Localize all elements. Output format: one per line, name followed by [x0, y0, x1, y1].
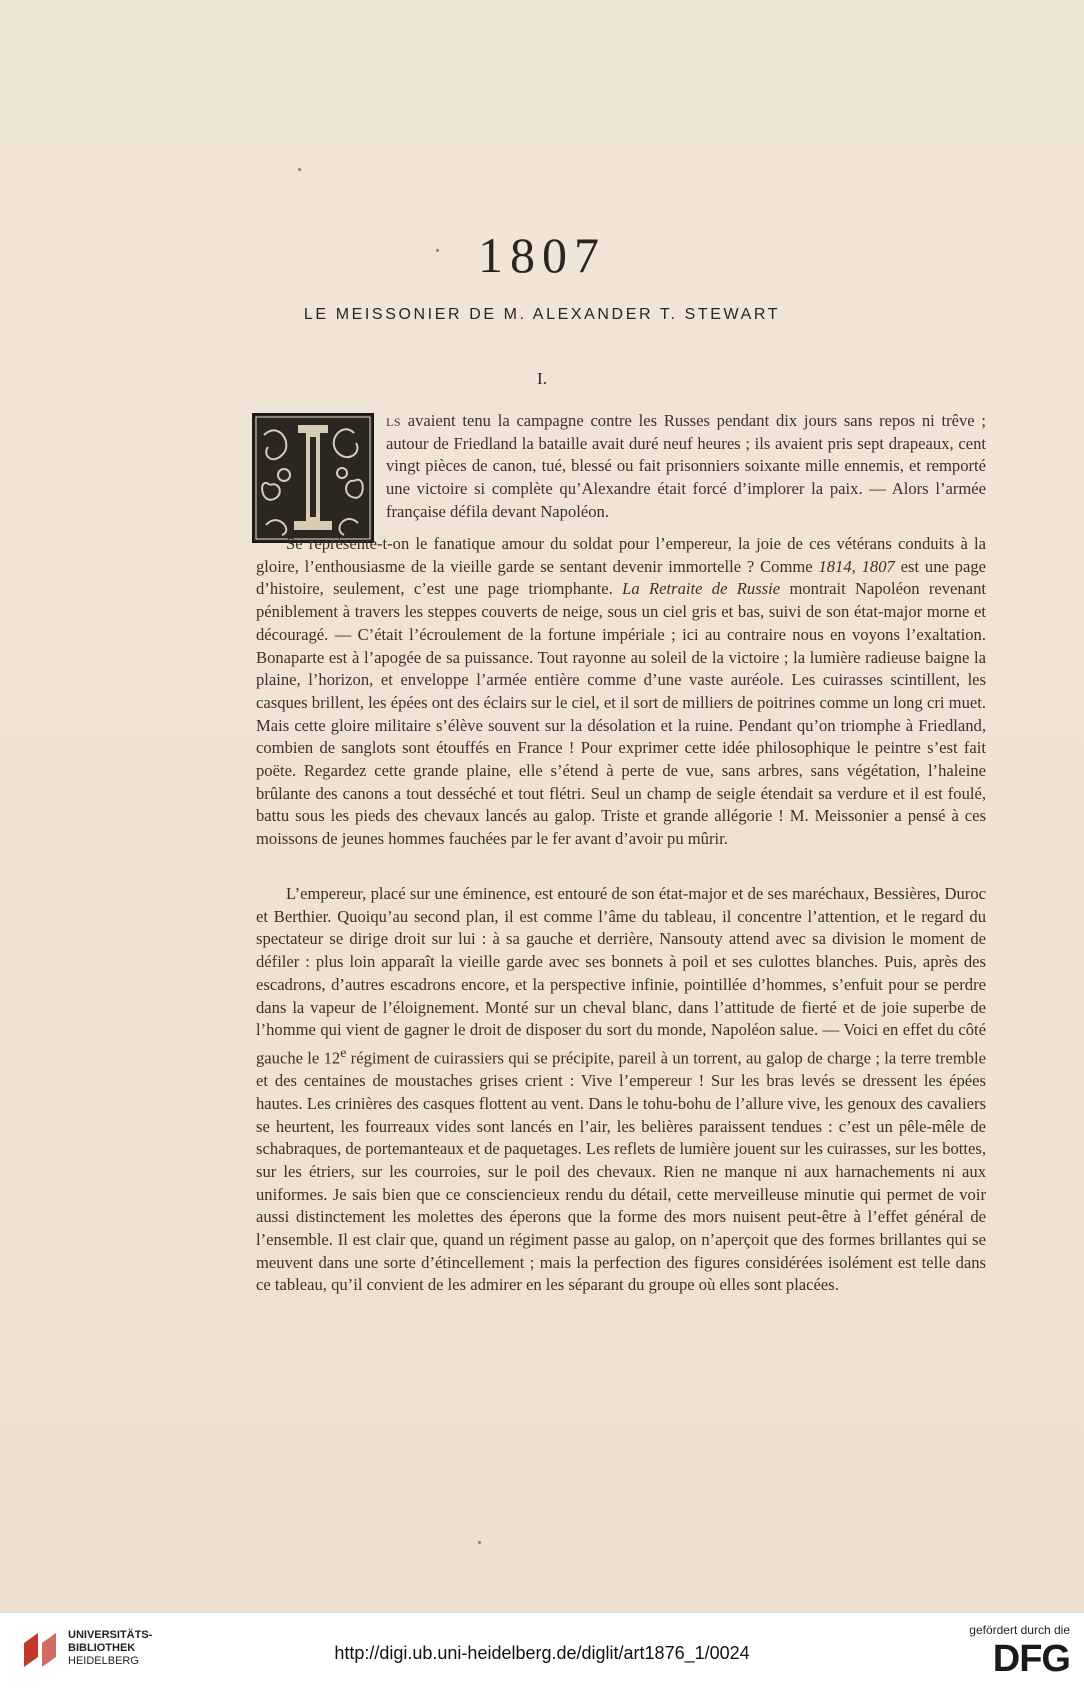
paper-speck: [436, 249, 439, 252]
funding-label: gefördert durch die: [969, 1623, 1070, 1637]
text-run: ls: [386, 411, 402, 430]
permalink-url[interactable]: http://digi.ub.uni-heidelberg.de/diglit/art1876_1/0024: [334, 1643, 750, 1663]
viewer-footer: [0, 1612, 1084, 1689]
paper-speck: [478, 1541, 481, 1544]
ornamental-initial-icon: [252, 413, 374, 543]
dfg-logo[interactable]: DFG: [992, 1638, 1070, 1680]
paragraph-1: [386, 410, 986, 524]
section-number: I.: [537, 369, 547, 388]
text-run: est une page d’histoire, seulement, c’est une page triomphante.: [256, 556, 986, 599]
library-line-2: BIBLIOTHEK: [68, 1642, 136, 1654]
text-run: e: [340, 1044, 347, 1060]
text-run: avaient tenu la campagne contre les Russes pendant dix jours sans repos ni trêve ; autour de Friedland la bataille avait duré neuf heures ; ils avaient pris sept drapeaux, cent vingt pièces de canon, tué, blessé ou fait prisonniers soixante mille ennemis, et remporté une victoire si complète qu’Alexandre était forcé d’implorer la paix. — Alors l’armée française défila devant Napoléon.: [386, 411, 986, 521]
paper-speck: [298, 168, 301, 171]
text-run: L’empereur, placé sur une éminence, est entouré de son état-major et de ses maréchaux, Bessières, Duroc et Berthier. Quoiqu’au second plan, il est comme l’âme du tableau, il concentre l’attention, et le regard du spectateur se dirige droit sur lui : à sa gauche et derrière, Nansouty attend avec sa division le moment de défiler : plus loin apparaît la vieille garde avec ses bonnets à poil et ses culottes blanches. Puis, après des escadrons, d’autres escadrons encore, et la perspective infinie, pointillée d’hommes, s’enfuit pour se perdre dans la vapeur de l’éloignement. Monté sur un cheval blanc, dans l’attitude de fierté et de joie superbe de l’homme qui vient de gagner le droit de disposer du sort du monde, Napoléon salue. — Voici en effet du côté gauche le 12: [256, 884, 986, 1068]
library-line-1: UNIVERSITÄTS-: [68, 1629, 153, 1641]
article-subtitle: LE MEISSONIER DE M. ALEXANDER T. STEWART: [303, 306, 781, 323]
library-line-3: HEIDELBERG: [68, 1655, 139, 1667]
paragraph-3: [256, 883, 986, 1297]
text-run: montrait Napoléon revenant péniblement à travers les steppes couverts de neige, sous un ciel gris et bas, suivi de son état-major morne et découragé. — C’était l’écroulement de la fortune impériale ; ici au contraire nous en voyons l’exaltation. Bonaparte est à l’apogée de sa puissance. Tout rayonne au soleil de la victoire ; la lumière radieuse baigne la plaine, l’horizon, et enveloppe l’armée entière comme d’une vaste auréole. Les cuirasses scintillent, les casques brillent, les épées ont des éclairs sur le ciel, et il sort de milliers de poitrines comme un long cri muet. Mais cette gloire militaire s’élève souvent sur la désolation et la ruine. Pendant qu’on triomphe à Friedland, combien de sanglots sont étouffés en France ! Pour exprimer cette idée philosophique le peintre s’est fait poëte. Regardez cette grande plaine, elle s’étend à perte de vue, sans arbres, sans végétation, l’haleine brûlante des canons a tout desséché et tout flétri. Seul un champ de seigle étendait sa verdure et il est foulé, battu sous les pieds des chevaux lancés au galop. Triste et grande allégorie ! M. Meissonier a pensé à ces moissons de jeunes hommes fauchées par le fer avant d’avoir pu mûrir.: [256, 579, 986, 849]
text-run: 1814, 1807: [818, 556, 895, 576]
page-title-year: 1807: [478, 227, 606, 283]
text-run: Se représente-t-on le fanatique amour du soldat pour l’empereur, la joie de ces vétérans conduits à la gloire, l’enthousiasme de la vieille garde se sentant devenir immortelle ? Comme: [256, 534, 986, 576]
paragraph-2: [256, 533, 986, 851]
text-run: régiment de cuirassiers qui se précipite, pareil à un torrent, au galop de charge ; la terre tremble et des centaines de moustaches grises crient : Vive l’empereur ! Sur les bras levés se dressent les épées hautes. Les crinières des casques flottent au vent. Dans le tohu-bohu de l’allure vive, les genoux des cavaliers se heurtent, les fourreaux vides sont lancés en l’air, les belières paraissent tendues : c’est un pêle-mêle de schabraques, de portemanteaux et de paquetages. Les reflets de lumière jouent sur les cuirasses, sur les bottes, sur les étriers, sur les courroies, sur le poil des chevaux. Rien ne manque ni aux harnachements ni aux uniformes. Je sais bien que ce consciencieux rendu du détail, cette merveilleuse minutie qui permet de voir aussi distinctement les molettes des éperons que la forme des mors nuisent peut-être à l’effet général de l’ensemble. Il est clair que, quand un régiment passe au galop, on n’aperçoit que des formes brillantes qui se meuvent dans une sorte d’étincellement ; mais la perfection des figures considérées isolément est telle dans ce tableau, qu’il convient de les admirer en les séparant du groupe où elles sont placées.: [256, 1048, 986, 1295]
text-run: La Retraite de Russie: [622, 579, 781, 599]
